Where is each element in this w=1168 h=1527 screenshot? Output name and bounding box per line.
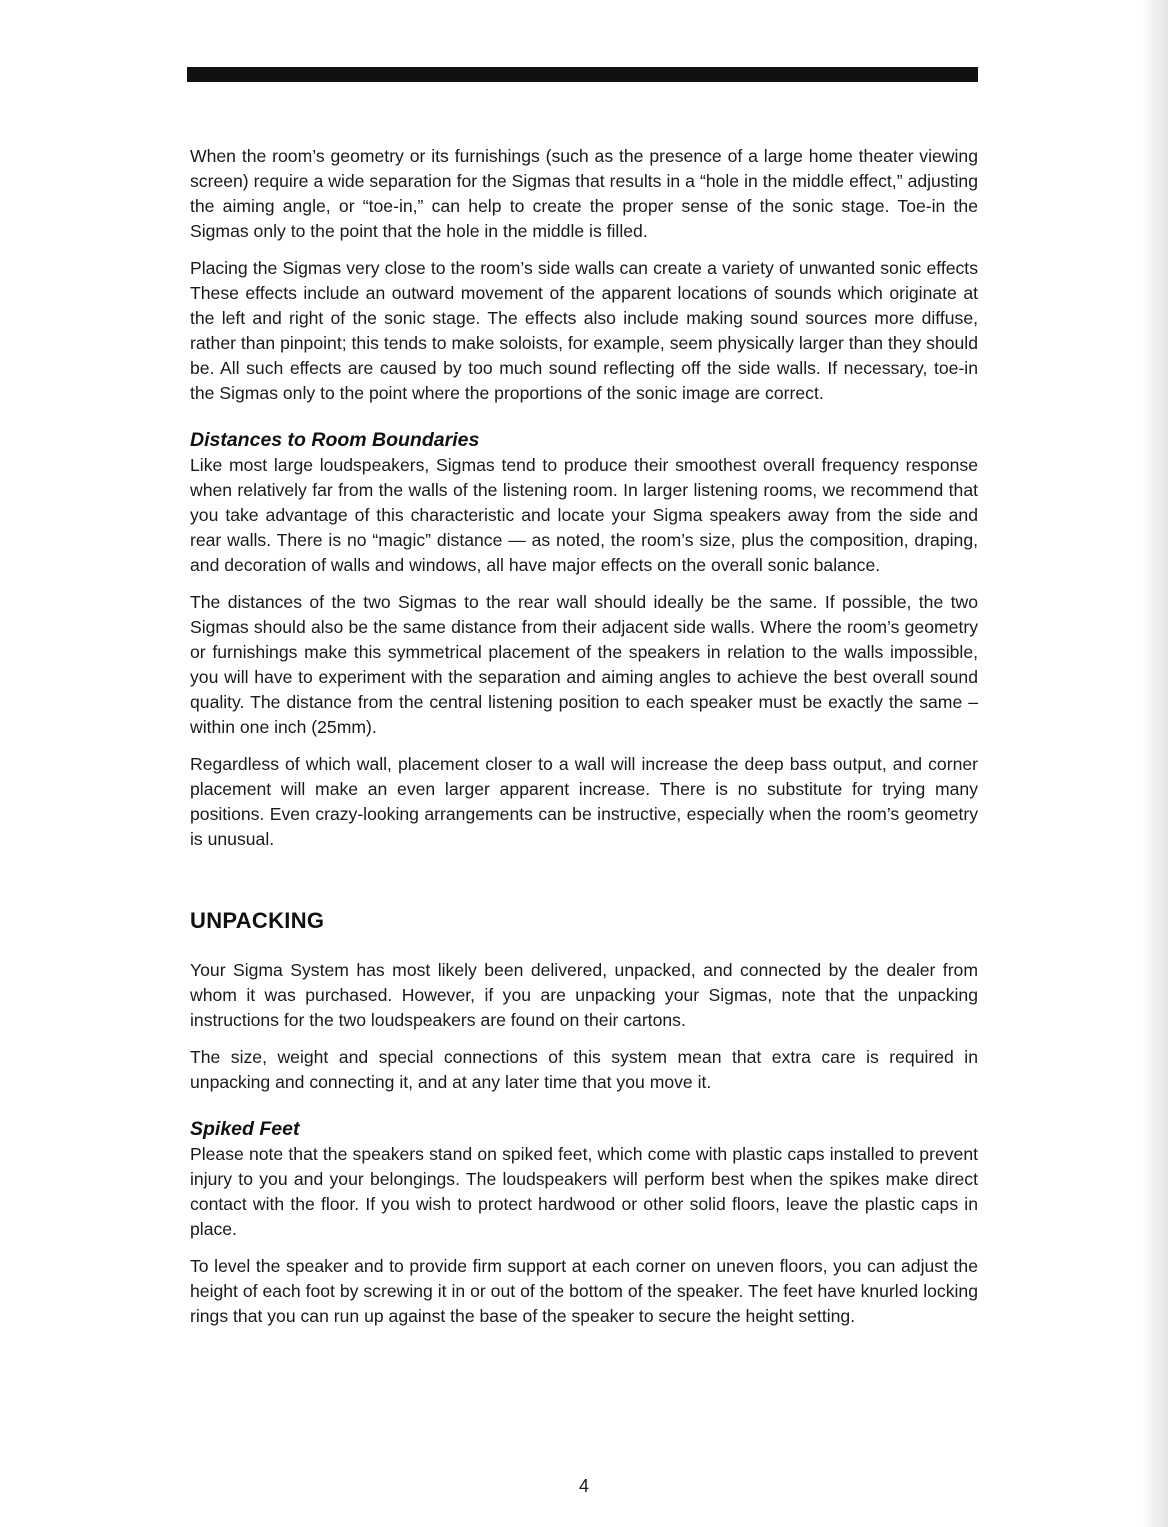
paragraph-distances-2: The distances of the two Sigmas to the rear wall should ideally be the same. If possible, the two Sigmas should also be the same distance from their adjacent side walls. Where the room’s geometry or furnishings make this symmetrical placement of the speakers in relation to the walls impossible, you will have to experiment with the separation and aiming angles to achieve the best overall sound quality. The distance from the central listening position to each speaker must be exactly the same – within one inch (25mm).	[190, 592, 978, 737]
paragraph-side-walls: Placing the Sigmas very close to the room’s side walls can create a variety of unwanted sonic effects These effects include an outward movement of the apparent locations of sounds which originate at the left and right of the sonic stage. The effects also include making sound sources more diffuse, rather than pinpoint; this tends to make soloists, for example, seem physically larger than they should be. All such effects are caused by too much sound reflecting off the side walls. If necessary, toe-in the Sigmas only to the point where the proportions of the sonic image are correct.	[190, 258, 978, 403]
header-rule	[187, 67, 978, 82]
paragraph-distances-1: Like most large loudspeakers, Sigmas tend to produce their smoothest overall frequency response when relatively far from the walls of the listening room. In larger listening rooms, we recommend that you take advantage of this characteristic and locate your Sigma speakers away from the side and rear walls. There is no “magic” distance — as noted, the room’s size, plus the composition, draping, and decoration of walls and windows, all have major effects on the overall sonic balance.	[190, 455, 978, 575]
paragraph-spiked-feet-2: To level the speaker and to provide firm support at each corner on uneven floors, you can adjust the height of each foot by screwing it in or out of the bottom of the speaker. The feet have knurled locking rings that you can run up against the base of the speaker to secure the height setting.	[190, 1256, 978, 1326]
paragraph-unpacking-1: Your Sigma System has most likely been delivered, unpacked, and connected by the dealer from whom it was purchased. However, if you are unpacking your Sigmas, note that the unpacking instructions for the two loudspeakers are found on their cartons.	[190, 960, 978, 1030]
document-body	[190, 144, 978, 1341]
page-number: 4	[578, 1476, 589, 1496]
paragraph-unpacking-2: The size, weight and special connections of this system mean that extra care is required in unpacking and connecting it, and at any later time that you move it.	[190, 1047, 978, 1092]
heading-distances: Distances to Room Boundaries	[190, 429, 480, 451]
paragraph-spiked-feet-1: Please note that the speakers stand on spiked feet, which come with plastic caps installed to prevent injury to you and your belongings. The loudspeakers will perform best when the spikes make direct contact with the floor. If you wish to protect hardwood or other solid floors, leave the plastic caps in place.	[190, 1144, 978, 1239]
heading-unpacking: UNPACKING	[190, 908, 325, 933]
paragraph-distances-3: Regardless of which wall, placement closer to a wall will increase the deep bass output, and corner placement will make an even larger apparent increase. There is no substitute for trying many positions. Even crazy-looking arrangements can be instructive, especially when the room’s geometry is unusual.	[190, 754, 978, 849]
heading-spiked-feet: Spiked Feet	[190, 1118, 300, 1140]
paragraph-toe-in: When the room’s geometry or its furnishings (such as the presence of a large home theater viewing screen) require a wide separation for the Sigmas that results in a “hole in the middle effect,” adjusting the aiming angle, or “toe-in,” can help to create the proper sense of the sonic stage. Toe-in the Sigmas only to the point that the hole in the middle is filled.	[190, 146, 978, 241]
page-edge-shadow	[1142, 0, 1168, 1527]
